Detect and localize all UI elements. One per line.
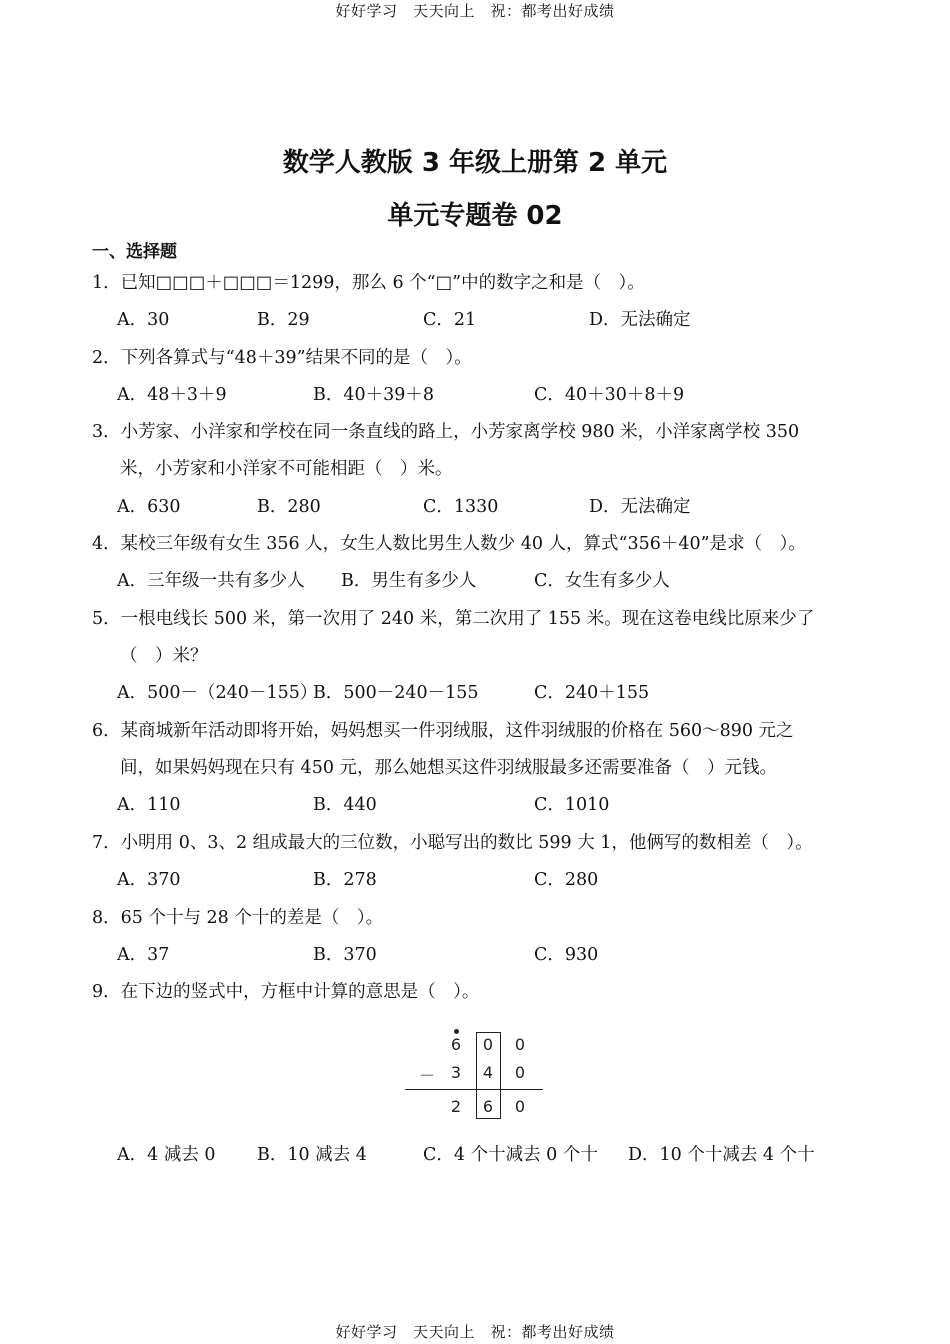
minuend-digit: 0 — [514, 1035, 526, 1054]
question-stem-cont: 米，小芳家和小洋家不可能相距（ ）米。 — [120, 459, 453, 479]
option-b[interactable]: B．440 — [313, 795, 377, 815]
question-stem: 6．某商城新年活动即将开始，妈妈想买一件羽绒服，这件羽绒服的价格在 560～890 元之 — [92, 721, 794, 741]
result-line — [405, 1089, 543, 1090]
option-b[interactable]: B．370 — [313, 945, 377, 965]
option-a[interactable]: A．500－（240－155） — [117, 683, 318, 703]
tens-column-box — [476, 1032, 501, 1119]
option-b[interactable]: B．278 — [313, 870, 377, 890]
page-header: 好好学习 天天向上 祝：都考出好成绩 — [335, 2, 615, 20]
minuend-digit: 0 — [482, 1035, 494, 1054]
option-a[interactable]: A．30 — [117, 310, 170, 330]
option-c[interactable]: C．1010 — [534, 795, 610, 815]
option-c[interactable]: C．4 个十减去 0 个十 — [423, 1145, 598, 1165]
option-c[interactable]: C．1330 — [423, 497, 499, 517]
option-a[interactable]: A．4 减去 0 — [117, 1145, 216, 1165]
option-a[interactable]: A．48＋3＋9 — [117, 385, 227, 405]
option-c[interactable]: C．40＋30＋8＋9 — [534, 385, 685, 405]
option-c[interactable]: C．21 — [423, 310, 477, 330]
page-footer: 好好学习 天天向上 祝：都考出好成绩 — [335, 1323, 615, 1341]
question-stem: 3．小芳家、小洋家和学校在同一条直线的路上，小芳家离学校 980 米，小洋家离学校 350 — [92, 422, 800, 442]
minus-sign: － — [418, 1066, 435, 1085]
vertical-subtraction — [405, 1027, 545, 1122]
option-c[interactable]: C．280 — [534, 870, 599, 890]
question-stem: 7．小明用 0、3、2 组成最大的三位数，小聪写出的数比 599 大 1，他俩写的数相差（ ）。 — [92, 833, 813, 853]
question-stem-cont: （ ）米？ — [120, 646, 208, 666]
option-c[interactable]: C．930 — [534, 945, 599, 965]
question-stem-cont: 间，如果妈妈现在只有 450 元，那么她想买这件羽绒服最多还需要准备（ ）元钱。 — [120, 758, 778, 778]
page-subtitle: 单元专题卷 02 — [387, 201, 563, 231]
subtrahend-digit: 0 — [514, 1063, 526, 1082]
option-a[interactable]: A．370 — [117, 870, 181, 890]
question-stem: 8．65 个十与 28 个十的差是（ ）。 — [92, 908, 384, 928]
result-digit: 6 — [482, 1097, 494, 1116]
option-b[interactable]: B．29 — [257, 310, 310, 330]
option-b[interactable]: B．280 — [257, 497, 321, 517]
section-heading: 一、选择题 — [92, 242, 177, 262]
question-stem: 9．在下边的竖式中，方框中计算的意思是（ ）。 — [92, 982, 480, 1002]
subtrahend-digit: 3 — [450, 1063, 462, 1082]
result-digit: 0 — [514, 1097, 526, 1116]
option-b[interactable]: B．500－240－155 — [313, 683, 479, 703]
question-stem: 1．已知□□□＋□□□＝1299，那么 6 个“□”中的数字之和是（ ）。 — [92, 273, 645, 293]
borrow-dot — [454, 1029, 459, 1034]
option-a[interactable]: A．630 — [117, 497, 181, 517]
option-d[interactable]: D．无法确定 — [589, 497, 691, 517]
option-b[interactable]: B．40＋39＋8 — [313, 385, 435, 405]
page-title: 数学人教版 3 年级上册第 2 单元 — [282, 148, 668, 178]
option-c[interactable]: C．240＋155 — [534, 683, 650, 703]
subtrahend-digit: 4 — [482, 1063, 494, 1082]
question-stem: 4．某校三年级有女生 356 人，女生人数比男生人数少 40 人，算式“356＋40”是求（ ）。 — [92, 534, 806, 554]
option-b[interactable]: B．10 减去 4 — [257, 1145, 367, 1165]
question-stem: 2．下列各算式与“48＋39”结果不同的是（ ）。 — [92, 348, 472, 368]
option-d[interactable]: D．无法确定 — [589, 310, 691, 330]
minuend-digit: 6 — [450, 1035, 462, 1054]
option-a[interactable]: A．三年级一共有多少人 — [117, 571, 305, 591]
result-digit: 2 — [450, 1097, 462, 1116]
question-stem: 5．一根电线长 500 米，第一次用了 240 米，第二次用了 155 米。现在这卷电线比原来少了 — [92, 609, 815, 629]
option-a[interactable]: A．37 — [117, 945, 170, 965]
option-d[interactable]: D．10 个十减去 4 个十 — [628, 1145, 815, 1165]
option-b[interactable]: B．男生有多少人 — [341, 571, 477, 591]
option-c[interactable]: C．女生有多少人 — [534, 571, 670, 591]
option-a[interactable]: A．110 — [117, 795, 181, 815]
